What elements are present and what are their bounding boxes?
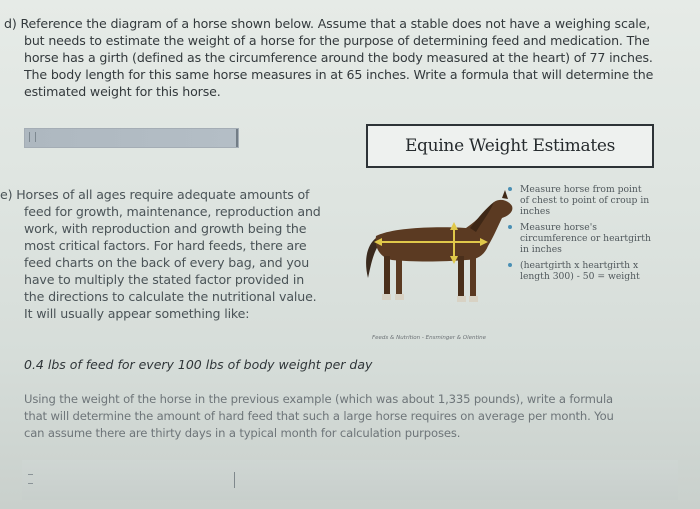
answer-box-d[interactable] bbox=[24, 128, 239, 148]
bullet-line: Measure horse from point bbox=[520, 184, 642, 195]
question-line: Using the weight of the horse in the previous example (which was about 1,335 pounds), write a formula bbox=[24, 392, 613, 406]
bullet-line: length 300) - 50 = weight bbox=[520, 271, 640, 282]
question-e-line: It will usually appear something like: bbox=[24, 306, 250, 321]
answer-box-e[interactable] bbox=[22, 460, 678, 500]
equals-marker bbox=[29, 132, 36, 142]
question-e-line: feed for growth, maintenance, reproduction and bbox=[24, 204, 321, 219]
bullet-item bbox=[508, 222, 688, 255]
question-d-line: horse has a girth (defined as the circumference around the body measured at the heart) of 77 inches. bbox=[24, 50, 653, 65]
bullet-item bbox=[508, 184, 688, 217]
figure-bullets bbox=[508, 184, 688, 287]
horse-diagram bbox=[362, 190, 522, 330]
bullet-line: circumference or heartgirth bbox=[520, 233, 651, 244]
bullet-line: of chest to point of croup in bbox=[520, 195, 650, 206]
question-e-line: feed charts on the back of every bag, and you bbox=[24, 255, 310, 270]
bullet-dot bbox=[508, 225, 512, 229]
question-line: can assume there are thirty days in a typical month for calculation purposes. bbox=[24, 426, 461, 440]
bullet-dot bbox=[508, 263, 512, 267]
question-line: that will determine the amount of hard feed that such a large horse requires on average per month. You bbox=[24, 409, 614, 423]
question-e-line: most critical factors. For hard feeds, there are bbox=[24, 238, 307, 253]
feed-rate-statement: 0.4 lbs of feed for every 100 lbs of body weight per day bbox=[24, 357, 373, 372]
bullet-line: (heartgirth x heartgirth x bbox=[520, 260, 639, 271]
question-d-line: d) Reference the diagram of a horse shown below. Assume that a stable does not have a weighing scale, bbox=[4, 16, 651, 31]
question-d-line: The body length for this same horse measures in at 65 inches. Write a formula that will determine the bbox=[24, 67, 654, 82]
figure-title: Equine Weight Estimates bbox=[404, 136, 616, 156]
question-e-line: e) Horses of all ages require adequate amounts of bbox=[0, 187, 310, 202]
question-e-line: work, with reproduction and growth being the bbox=[24, 221, 307, 236]
bullet-item bbox=[508, 260, 688, 282]
question-e-line: have to multiply the stated factor provided in bbox=[24, 272, 305, 287]
question-d-line: estimated weight for this horse. bbox=[24, 84, 221, 99]
figure-caption: Feeds & Nutrition - Ensminger & Olentine bbox=[372, 335, 487, 341]
bullet-line: inches bbox=[520, 206, 551, 217]
text-cursor bbox=[234, 472, 235, 488]
bullet-line: in inches bbox=[520, 244, 562, 255]
box-edge bbox=[236, 129, 238, 147]
bullet-dot bbox=[508, 187, 512, 191]
question-e-line: the directions to calculate the nutritional value. bbox=[24, 289, 317, 304]
bullet-line: Measure horse's bbox=[520, 222, 597, 233]
question-d-line: but needs to estimate the weight of a horse for the purpose of determining feed and medication. The bbox=[24, 33, 650, 48]
equals-marker bbox=[28, 474, 33, 484]
figure-title-box bbox=[366, 124, 654, 168]
